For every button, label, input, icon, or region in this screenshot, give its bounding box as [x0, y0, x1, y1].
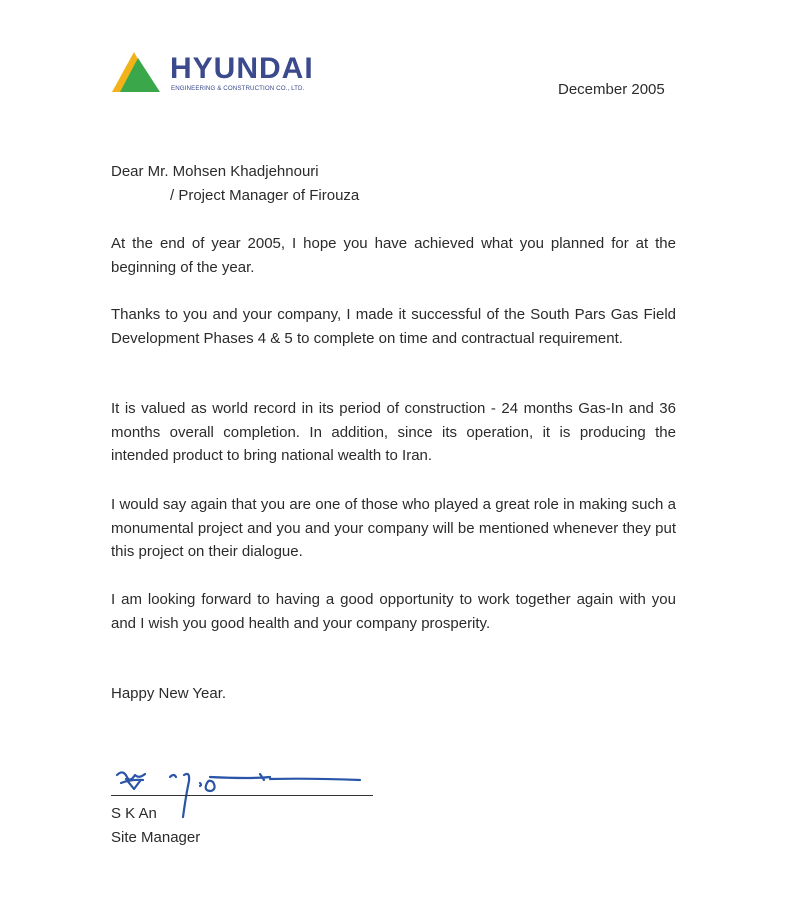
company-logo: [112, 52, 322, 96]
hyundai-triangle-icon: [112, 52, 162, 92]
paragraph-1: At the end of year 2005, I hope you have achieved what you planned for at the beginning of the year.: [111, 235, 676, 276]
signatory-position: Site Manager: [111, 829, 201, 846]
signatory-name: S K An: [111, 805, 157, 822]
company-name: HYUNDAI: [170, 52, 314, 85]
closing-greeting: Happy New Year.: [111, 685, 227, 702]
recipient-title: / Project Manager of Firouza: [170, 187, 360, 204]
salutation-line: Dear Mr. Mohsen Khadjehnouri: [111, 163, 319, 180]
letter-date: December 2005: [558, 81, 665, 98]
signature-line: [111, 795, 373, 796]
paragraph-4: I would say again that you are one of those who played a great role in making such a monumental project and you and your company will be mentioned whenever they put this project on their dialogue.: [111, 496, 676, 560]
company-subtitle: ENGINEERING & CONSTRUCTION CO., LTD.: [171, 85, 305, 92]
paragraph-3: It is valued as world record in its period of construction - 24 months Gas-In and 36 months overall completion. In addition, since its operation, it is producing the intended product to bring national wealth to Iran.: [111, 400, 676, 464]
paragraph-5: I am looking forward to having a good opportunity to work together again with you and I wish you good health and your company prosperity.: [111, 591, 676, 632]
paragraph-2: Thanks to you and your company, I made it successful of the South Pars Gas Field Development Phases 4 & 5 to complete on time and contractual requirement.: [111, 306, 676, 347]
